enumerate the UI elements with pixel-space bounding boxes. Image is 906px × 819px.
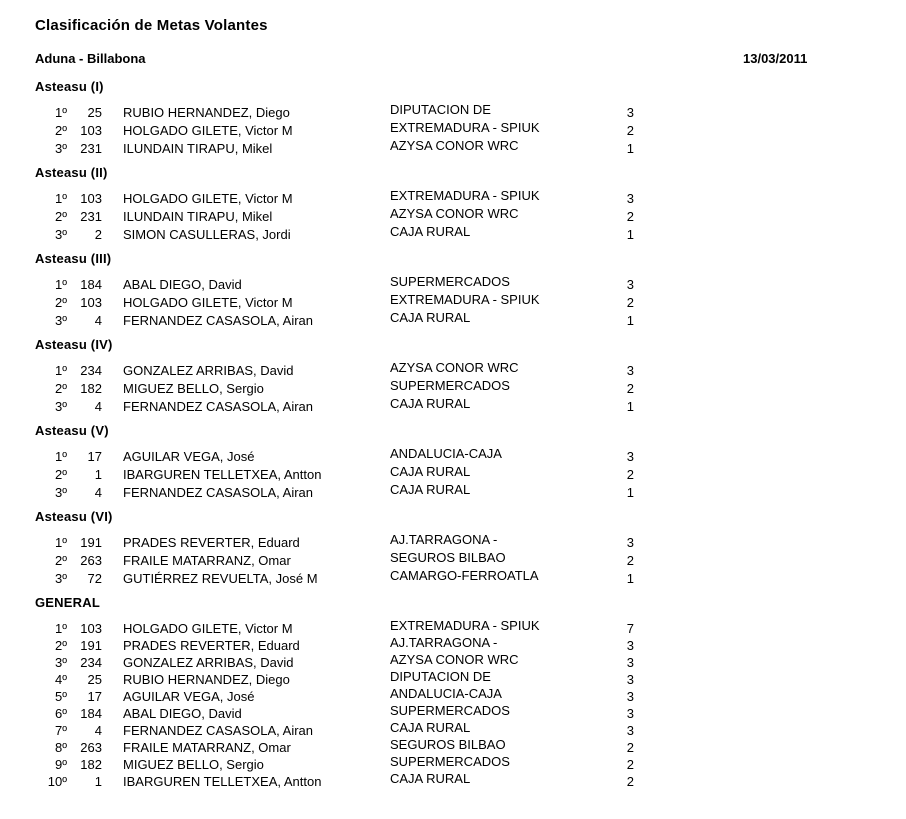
points-cell: 2: [626, 774, 634, 789]
bib-number-cell: 231: [80, 209, 102, 224]
bib-number-cell: 17: [87, 689, 102, 704]
points-cell: 2: [626, 209, 634, 224]
team-cell: AJ.TARRAGONA -: [390, 532, 498, 547]
bib-number-cell: 2: [94, 227, 102, 242]
points-cell: 7: [626, 621, 634, 636]
points-cell: 3: [626, 672, 634, 687]
team-cell: CAJA RURAL: [390, 396, 471, 411]
rank-cell: 3º: [55, 141, 67, 156]
section-rows: [0, 190, 906, 244]
team-cell: DIPUTACION DE: [390, 669, 491, 684]
team-cell: EXTREMADURA - SPIUK: [390, 618, 540, 633]
bib-number-cell: 103: [80, 621, 102, 636]
rider-name-cell: IBARGUREN TELLETXEA, Antton: [123, 774, 322, 789]
section-heading: Asteasu (V): [35, 423, 109, 438]
report-meta-row: [0, 52, 906, 65]
bib-number-cell: 4: [94, 723, 102, 738]
rider-name-cell: PRADES REVERTER, Eduard: [123, 638, 300, 653]
points-cell: 2: [626, 740, 634, 755]
rank-cell: 2º: [55, 295, 67, 310]
bib-number-cell: 103: [80, 123, 102, 138]
bib-number-cell: 4: [94, 399, 102, 414]
bib-number-cell: 4: [94, 485, 102, 500]
rider-name-cell: IBARGUREN TELLETXEA, Antton: [123, 467, 322, 482]
section-rows: [0, 448, 906, 502]
points-cell: 3: [626, 449, 634, 464]
rider-name-cell: FERNANDEZ CASASOLA, Airan: [123, 313, 313, 328]
points-cell: 3: [626, 277, 634, 292]
bib-number-cell: 231: [80, 141, 102, 156]
team-cell: EXTREMADURA - SPIUK: [390, 292, 540, 307]
team-cell: CAMARGO-FERROATLA: [390, 568, 539, 583]
points-cell: 2: [626, 553, 634, 568]
team-cell: EXTREMADURA - SPIUK: [390, 120, 540, 135]
points-cell: 1: [626, 227, 634, 242]
result-row: [0, 398, 906, 416]
points-cell: 1: [626, 571, 634, 586]
rider-name-cell: FRAILE MATARRANZ, Omar: [123, 553, 291, 568]
classification-section: [0, 338, 906, 416]
rank-cell: 7º: [55, 723, 67, 738]
points-cell: 2: [626, 467, 634, 482]
rank-cell: 5º: [55, 689, 67, 704]
rank-cell: 3º: [55, 313, 67, 328]
points-cell: 1: [626, 399, 634, 414]
bib-number-cell: 234: [80, 655, 102, 670]
sections-container: [0, 80, 906, 790]
points-cell: 2: [626, 123, 634, 138]
points-cell: 3: [626, 689, 634, 704]
rider-name-cell: FRAILE MATARRANZ, Omar: [123, 740, 291, 755]
bib-number-cell: 25: [87, 672, 102, 687]
team-cell: CAJA RURAL: [390, 464, 471, 479]
rank-cell: 8º: [55, 740, 67, 755]
points-cell: 2: [626, 381, 634, 396]
bib-number-cell: 263: [80, 740, 102, 755]
result-row: [0, 312, 906, 330]
classification-section: [0, 80, 906, 158]
bib-number-cell: 184: [80, 277, 102, 292]
classification-report-page: [0, 18, 906, 819]
rider-name-cell: RUBIO HERNANDEZ, Diego: [123, 672, 290, 687]
team-cell: CAJA RURAL: [390, 224, 471, 239]
rider-name-cell: FERNANDEZ CASASOLA, Airan: [123, 723, 313, 738]
classification-section: [0, 424, 906, 502]
team-cell: AZYSA CONOR WRC: [390, 138, 519, 153]
rank-cell: 9º: [55, 757, 67, 772]
rider-name-cell: HOLGADO GILETE, Victor M: [123, 123, 293, 138]
points-cell: 3: [626, 191, 634, 206]
rider-name-cell: GONZALEZ ARRIBAS, David: [123, 363, 294, 378]
points-cell: 3: [626, 105, 634, 120]
rank-cell: 6º: [55, 706, 67, 721]
rank-cell: 1º: [55, 621, 67, 636]
section-rows: [0, 362, 906, 416]
section-rows: [0, 104, 906, 158]
rank-cell: 10º: [47, 774, 67, 789]
team-cell: AJ.TARRAGONA -: [390, 635, 498, 650]
result-row: [0, 226, 906, 244]
bib-number-cell: 263: [80, 553, 102, 568]
rider-name-cell: PRADES REVERTER, Eduard: [123, 535, 300, 550]
bib-number-cell: 4: [94, 313, 102, 328]
rider-name-cell: HOLGADO GILETE, Victor M: [123, 191, 293, 206]
team-cell: CAJA RURAL: [390, 720, 471, 735]
team-cell: EXTREMADURA - SPIUK: [390, 188, 540, 203]
classification-section: [0, 510, 906, 588]
bib-number-cell: 1: [94, 467, 102, 482]
rank-cell: 4º: [55, 672, 67, 687]
rank-cell: 3º: [55, 485, 67, 500]
classification-section: [0, 252, 906, 330]
team-cell: CAJA RURAL: [390, 310, 471, 325]
rider-name-cell: RUBIO HERNANDEZ, Diego: [123, 105, 290, 120]
rank-cell: 1º: [55, 277, 67, 292]
rank-cell: 2º: [55, 123, 67, 138]
rider-name-cell: AGUILAR VEGA, José: [123, 689, 255, 704]
team-cell: AZYSA CONOR WRC: [390, 360, 519, 375]
rider-name-cell: FERNANDEZ CASASOLA, Airan: [123, 399, 313, 414]
points-cell: 3: [626, 706, 634, 721]
classification-section: [0, 596, 906, 790]
rider-name-cell: ILUNDAIN TIRAPU, Mikel: [123, 141, 273, 156]
report-date: 13/03/2011: [743, 51, 808, 66]
team-cell: ANDALUCIA-CAJA: [390, 686, 502, 701]
team-cell: SUPERMERCADOS: [390, 378, 510, 393]
team-cell: AZYSA CONOR WRC: [390, 652, 519, 667]
rider-name-cell: FERNANDEZ CASASOLA, Airan: [123, 485, 313, 500]
rank-cell: 2º: [55, 381, 67, 396]
rank-cell: 1º: [55, 105, 67, 120]
classification-section: [0, 166, 906, 244]
rider-name-cell: ILUNDAIN TIRAPU, Mikel: [123, 209, 273, 224]
section-heading: Asteasu (IV): [35, 337, 113, 352]
team-cell: SUPERMERCADOS: [390, 754, 510, 769]
rank-cell: 3º: [55, 571, 67, 586]
bib-number-cell: 25: [87, 105, 102, 120]
rider-name-cell: AGUILAR VEGA, José: [123, 449, 255, 464]
rank-cell: 2º: [55, 209, 67, 224]
rider-name-cell: GONZALEZ ARRIBAS, David: [123, 655, 294, 670]
rank-cell: 2º: [55, 638, 67, 653]
team-cell: SUPERMERCADOS: [390, 703, 510, 718]
points-cell: 1: [626, 141, 634, 156]
team-cell: DIPUTACION DE: [390, 102, 491, 117]
bib-number-cell: 191: [80, 638, 102, 653]
team-cell: SEGUROS BILBAO: [390, 737, 506, 752]
section-heading: Asteasu (VI): [35, 509, 113, 524]
rank-cell: 1º: [55, 449, 67, 464]
points-cell: 2: [626, 295, 634, 310]
bib-number-cell: 17: [87, 449, 102, 464]
team-cell: CAJA RURAL: [390, 482, 471, 497]
rider-name-cell: GUTIÉRREZ REVUELTA, José M: [123, 571, 318, 586]
team-cell: ANDALUCIA-CAJA: [390, 446, 502, 461]
bib-number-cell: 1: [94, 774, 102, 789]
rider-name-cell: ABAL DIEGO, David: [123, 706, 242, 721]
section-rows: [0, 620, 906, 790]
points-cell: 1: [626, 313, 634, 328]
section-heading: Asteasu (II): [35, 165, 108, 180]
bib-number-cell: 103: [80, 295, 102, 310]
rider-name-cell: HOLGADO GILETE, Victor M: [123, 621, 293, 636]
rank-cell: 2º: [55, 467, 67, 482]
team-cell: CAJA RURAL: [390, 771, 471, 786]
section-heading: Asteasu (I): [35, 79, 104, 94]
page-title: Clasificación de Metas Volantes: [35, 17, 268, 34]
points-cell: 1: [626, 485, 634, 500]
rank-cell: 1º: [55, 363, 67, 378]
rank-cell: 3º: [55, 399, 67, 414]
rank-cell: 3º: [55, 655, 67, 670]
rank-cell: 3º: [55, 227, 67, 242]
result-row: [0, 484, 906, 502]
rider-name-cell: SIMON CASULLERAS, Jordi: [123, 227, 291, 242]
team-cell: SEGUROS BILBAO: [390, 550, 506, 565]
points-cell: 2: [626, 757, 634, 772]
result-row: [0, 570, 906, 588]
rider-name-cell: MIGUEZ BELLO, Sergio: [123, 757, 264, 772]
bib-number-cell: 184: [80, 706, 102, 721]
bib-number-cell: 103: [80, 191, 102, 206]
stage-name: Aduna - Billabona: [35, 51, 146, 66]
points-cell: 3: [626, 655, 634, 670]
rider-name-cell: HOLGADO GILETE, Victor M: [123, 295, 293, 310]
bib-number-cell: 234: [80, 363, 102, 378]
team-cell: SUPERMERCADOS: [390, 274, 510, 289]
rider-name-cell: ABAL DIEGO, David: [123, 277, 242, 292]
section-heading: GENERAL: [35, 595, 100, 610]
rank-cell: 1º: [55, 535, 67, 550]
bib-number-cell: 182: [80, 381, 102, 396]
rank-cell: 1º: [55, 191, 67, 206]
rank-cell: 2º: [55, 553, 67, 568]
rider-name-cell: MIGUEZ BELLO, Sergio: [123, 381, 264, 396]
team-cell: AZYSA CONOR WRC: [390, 206, 519, 221]
section-heading: Asteasu (III): [35, 251, 112, 266]
section-rows: [0, 534, 906, 588]
points-cell: 3: [626, 723, 634, 738]
points-cell: 3: [626, 363, 634, 378]
points-cell: 3: [626, 535, 634, 550]
bib-number-cell: 182: [80, 757, 102, 772]
result-row: [0, 140, 906, 158]
bib-number-cell: 191: [80, 535, 102, 550]
section-rows: [0, 276, 906, 330]
bib-number-cell: 72: [87, 571, 102, 586]
points-cell: 3: [626, 638, 634, 653]
result-row: [0, 773, 906, 790]
